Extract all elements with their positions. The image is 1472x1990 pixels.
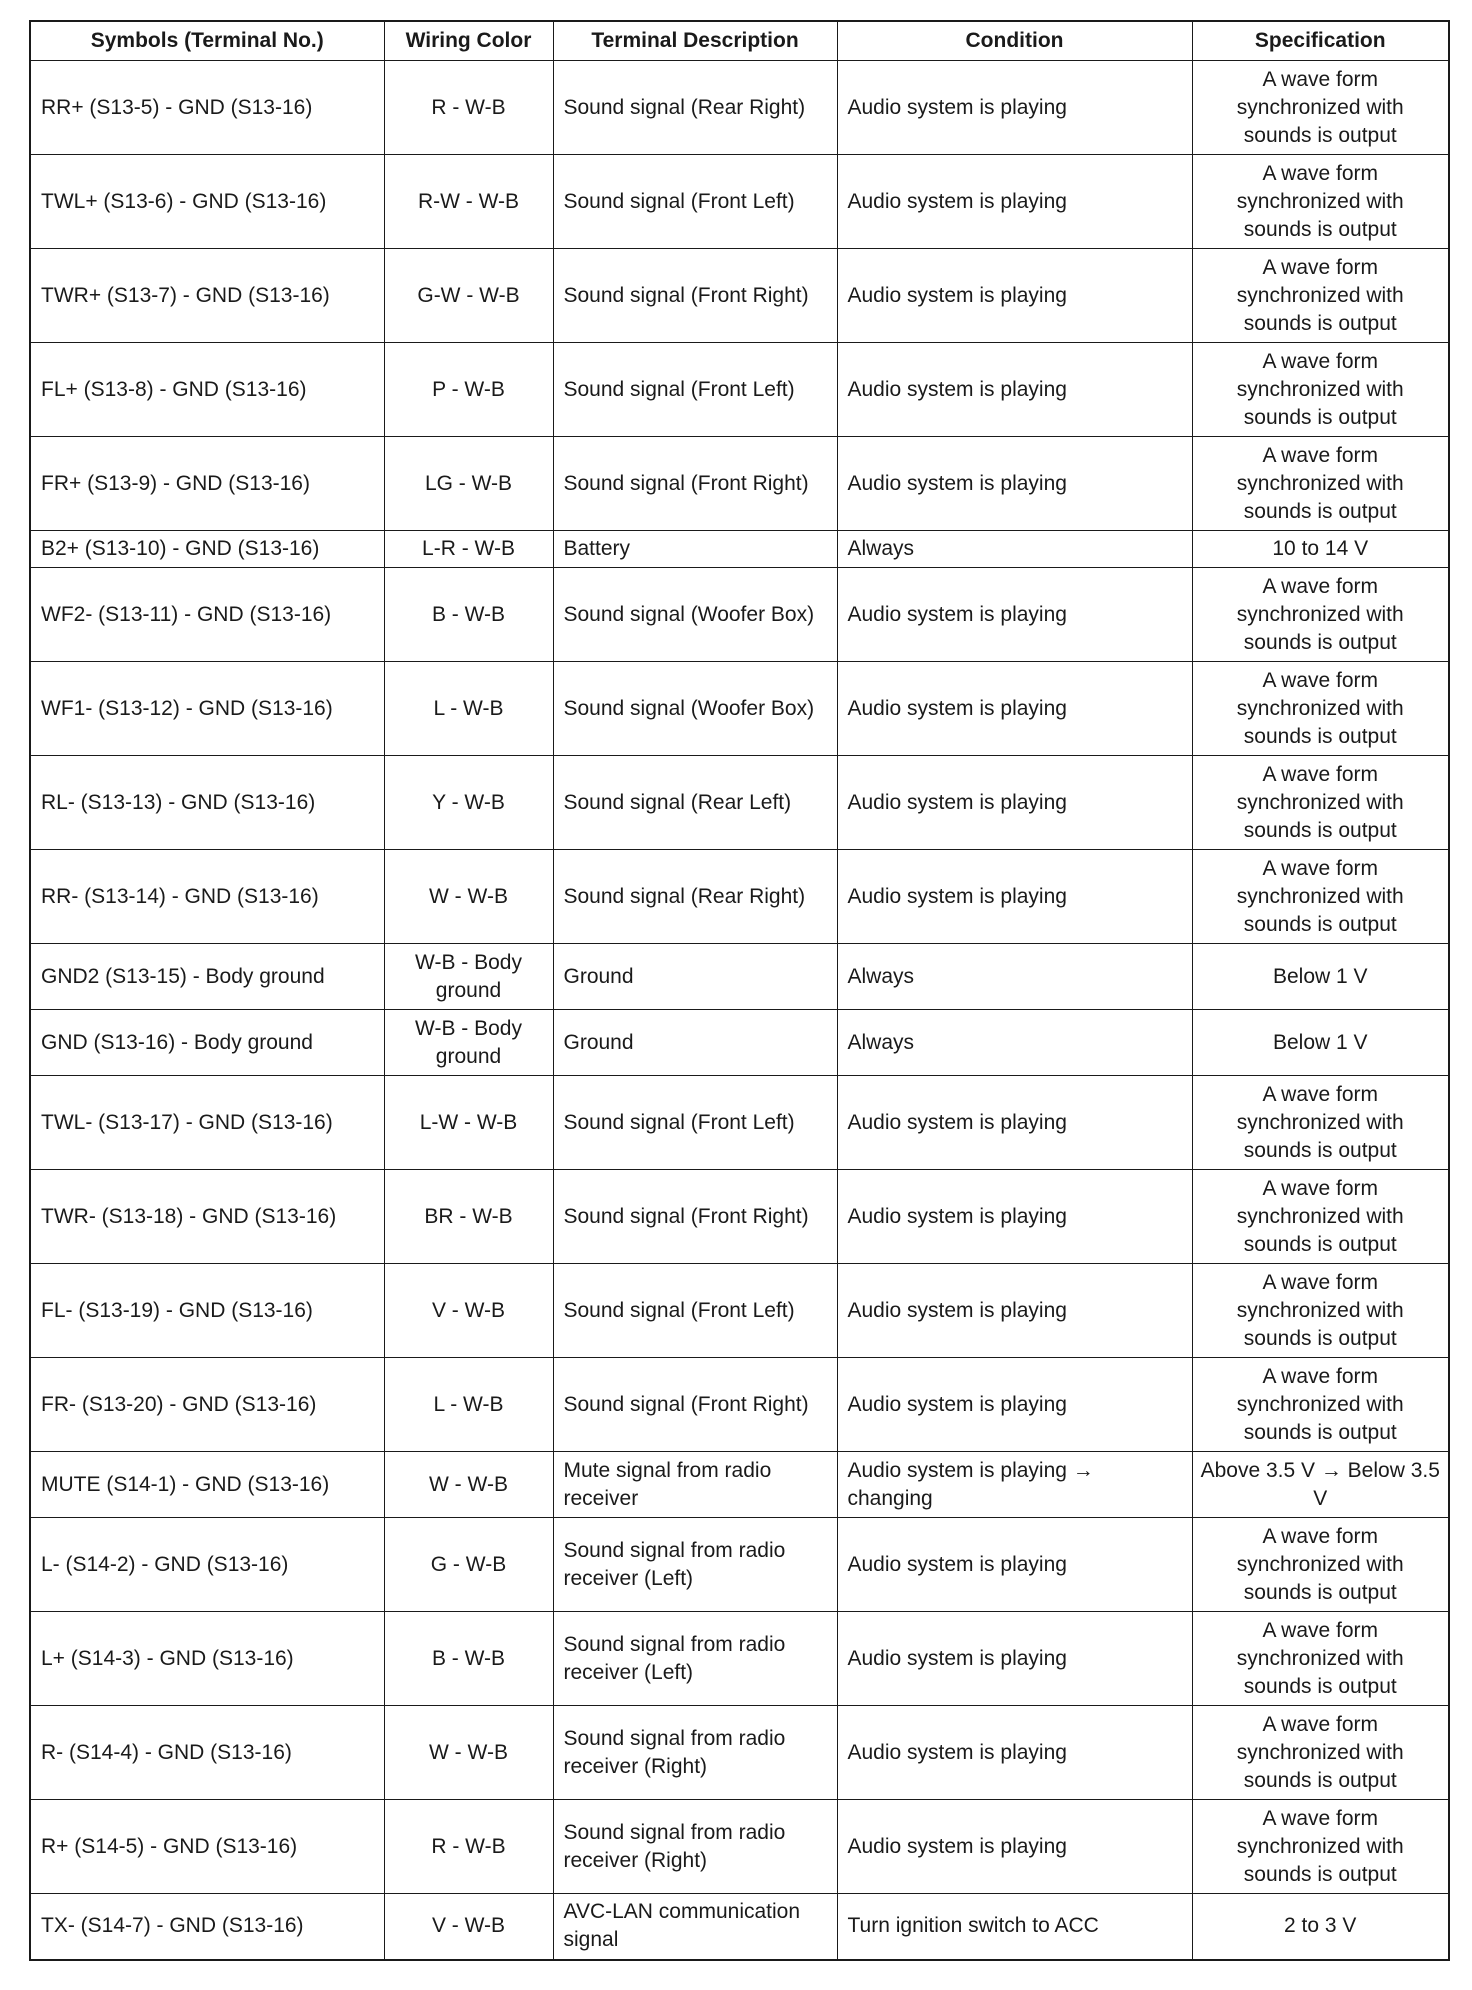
- table-row: [30, 343, 1449, 437]
- symbol-cell: FL+ (S13-8) - GND (S13-16): [30, 343, 384, 437]
- wiring-color-cell: L - W-B: [384, 1358, 553, 1452]
- specification-cell: 2 to 3 V: [1192, 1894, 1449, 1960]
- symbol-cell: L- (S14-2) - GND (S13-16): [30, 1518, 384, 1612]
- table-row: [30, 1706, 1449, 1800]
- description-cell: Ground: [553, 944, 837, 1010]
- symbol-cell: TWR- (S13-18) - GND (S13-16): [30, 1170, 384, 1264]
- wiring-color-cell: G-W - W-B: [384, 249, 553, 343]
- wiring-color-cell: B - W-B: [384, 568, 553, 662]
- description-cell: Sound signal from radio receiver (Right): [553, 1706, 837, 1800]
- description-cell: Sound signal (Front Left): [553, 1264, 837, 1358]
- wiring-color-cell: L-W - W-B: [384, 1076, 553, 1170]
- condition-cell: Audio system is playing → changing: [837, 1452, 1192, 1518]
- table-row: [30, 1076, 1449, 1170]
- symbol-cell: WF1- (S13-12) - GND (S13-16): [30, 662, 384, 756]
- table-row: [30, 531, 1449, 568]
- symbol-cell: FL- (S13-19) - GND (S13-16): [30, 1264, 384, 1358]
- table-row: [30, 1264, 1449, 1358]
- symbol-cell: TX- (S14-7) - GND (S13-16): [30, 1894, 384, 1960]
- table-row: [30, 1894, 1449, 1960]
- specification-cell: A wave form synchronized with sounds is output: [1192, 756, 1449, 850]
- condition-cell: Audio system is playing: [837, 249, 1192, 343]
- table-row: [30, 1010, 1449, 1076]
- wiring-color-cell: V - W-B: [384, 1264, 553, 1358]
- table-row: [30, 437, 1449, 531]
- description-cell: Sound signal (Front Right): [553, 1170, 837, 1264]
- condition-cell: Audio system is playing: [837, 756, 1192, 850]
- description-cell: Sound signal (Front Right): [553, 1358, 837, 1452]
- header-wiring-color: Wiring Color: [384, 21, 553, 61]
- symbol-cell: WF2- (S13-11) - GND (S13-16): [30, 568, 384, 662]
- description-cell: Sound signal (Rear Right): [553, 850, 837, 944]
- table-row: [30, 1518, 1449, 1612]
- condition-cell: Audio system is playing: [837, 343, 1192, 437]
- condition-cell: Audio system is playing: [837, 850, 1192, 944]
- specification-cell: A wave form synchronized with sounds is output: [1192, 155, 1449, 249]
- specification-cell: Below 1 V: [1192, 1010, 1449, 1076]
- specification-cell: A wave form synchronized with sounds is output: [1192, 61, 1449, 155]
- symbol-cell: GND (S13-16) - Body ground: [30, 1010, 384, 1076]
- condition-cell: Always: [837, 944, 1192, 1010]
- symbol-cell: TWL+ (S13-6) - GND (S13-16): [30, 155, 384, 249]
- specification-cell: A wave form synchronized with sounds is output: [1192, 1264, 1449, 1358]
- wiring-color-cell: BR - W-B: [384, 1170, 553, 1264]
- symbol-cell: TWR+ (S13-7) - GND (S13-16): [30, 249, 384, 343]
- specification-cell: A wave form synchronized with sounds is output: [1192, 1076, 1449, 1170]
- symbol-cell: L+ (S14-3) - GND (S13-16): [30, 1612, 384, 1706]
- wiring-color-cell: R - W-B: [384, 1800, 553, 1894]
- specification-cell: A wave form synchronized with sounds is output: [1192, 1612, 1449, 1706]
- condition-cell: Audio system is playing: [837, 568, 1192, 662]
- specification-cell: A wave form synchronized with sounds is output: [1192, 249, 1449, 343]
- condition-cell: Turn ignition switch to ACC: [837, 1894, 1192, 1960]
- symbol-cell: RL- (S13-13) - GND (S13-16): [30, 756, 384, 850]
- condition-cell: Always: [837, 1010, 1192, 1076]
- symbol-cell: TWL- (S13-17) - GND (S13-16): [30, 1076, 384, 1170]
- specification-cell: A wave form synchronized with sounds is output: [1192, 1170, 1449, 1264]
- description-cell: Sound signal (Woofer Box): [553, 662, 837, 756]
- specification-cell: 10 to 14 V: [1192, 531, 1449, 568]
- description-cell: Sound signal (Front Left): [553, 343, 837, 437]
- table-row: [30, 850, 1449, 944]
- wiring-color-cell: W-B - Body ground: [384, 1010, 553, 1076]
- wiring-color-cell: L-R - W-B: [384, 531, 553, 568]
- wiring-color-cell: P - W-B: [384, 343, 553, 437]
- table-row: [30, 1612, 1449, 1706]
- table-row: [30, 662, 1449, 756]
- table-row: [30, 61, 1449, 155]
- header-condition: Condition: [837, 21, 1192, 61]
- wiring-color-cell: R - W-B: [384, 61, 553, 155]
- specification-cell: A wave form synchronized with sounds is output: [1192, 437, 1449, 531]
- symbol-cell: R+ (S14-5) - GND (S13-16): [30, 1800, 384, 1894]
- description-cell: Sound signal from radio receiver (Right): [553, 1800, 837, 1894]
- header-specification: Specification: [1192, 21, 1449, 61]
- wiring-color-cell: R-W - W-B: [384, 155, 553, 249]
- table-body: [30, 61, 1449, 1960]
- description-cell: Sound signal (Rear Right): [553, 61, 837, 155]
- table-row: [30, 944, 1449, 1010]
- specification-cell: A wave form synchronized with sounds is output: [1192, 1358, 1449, 1452]
- symbol-cell: B2+ (S13-10) - GND (S13-16): [30, 531, 384, 568]
- symbol-cell: FR+ (S13-9) - GND (S13-16): [30, 437, 384, 531]
- specification-cell: A wave form synchronized with sounds is output: [1192, 343, 1449, 437]
- condition-cell: Audio system is playing: [837, 1612, 1192, 1706]
- wiring-color-cell: W - W-B: [384, 850, 553, 944]
- specification-cell: A wave form synchronized with sounds is output: [1192, 1706, 1449, 1800]
- wiring-color-cell: LG - W-B: [384, 437, 553, 531]
- symbol-cell: RR+ (S13-5) - GND (S13-16): [30, 61, 384, 155]
- symbol-cell: R- (S14-4) - GND (S13-16): [30, 1706, 384, 1800]
- wiring-color-cell: G - W-B: [384, 1518, 553, 1612]
- wiring-color-cell: Y - W-B: [384, 756, 553, 850]
- condition-cell: Audio system is playing: [837, 1076, 1192, 1170]
- wiring-color-cell: W - W-B: [384, 1452, 553, 1518]
- description-cell: Sound signal from radio receiver (Left): [553, 1612, 837, 1706]
- condition-cell: Audio system is playing: [837, 61, 1192, 155]
- specification-cell: A wave form synchronized with sounds is output: [1192, 1518, 1449, 1612]
- wiring-color-cell: L - W-B: [384, 662, 553, 756]
- condition-cell: Audio system is playing: [837, 1800, 1192, 1894]
- symbol-cell: MUTE (S14-1) - GND (S13-16): [30, 1452, 384, 1518]
- wiring-color-cell: W - W-B: [384, 1706, 553, 1800]
- description-cell: Sound signal from radio receiver (Left): [553, 1518, 837, 1612]
- condition-cell: Audio system is playing: [837, 1518, 1192, 1612]
- condition-cell: Audio system is playing: [837, 155, 1192, 249]
- table-header-row: [30, 21, 1449, 61]
- header-symbols: Symbols (Terminal No.): [30, 21, 384, 61]
- table-row: [30, 1170, 1449, 1264]
- specification-cell: A wave form synchronized with sounds is output: [1192, 662, 1449, 756]
- header-terminal-description: Terminal Description: [553, 21, 837, 61]
- symbol-cell: RR- (S13-14) - GND (S13-16): [30, 850, 384, 944]
- specification-cell: A wave form synchronized with sounds is output: [1192, 850, 1449, 944]
- description-cell: Ground: [553, 1010, 837, 1076]
- specification-cell: A wave form synchronized with sounds is output: [1192, 1800, 1449, 1894]
- description-cell: Sound signal (Front Left): [553, 1076, 837, 1170]
- condition-cell: Audio system is playing: [837, 1706, 1192, 1800]
- description-cell: Sound signal (Front Right): [553, 249, 837, 343]
- table-row: [30, 756, 1449, 850]
- table-row: [30, 1452, 1449, 1518]
- condition-cell: Audio system is playing: [837, 1358, 1192, 1452]
- specification-cell: Below 1 V: [1192, 944, 1449, 1010]
- table-row: [30, 1358, 1449, 1452]
- description-cell: AVC-LAN communication signal: [553, 1894, 837, 1960]
- description-cell: Mute signal from radio receiver: [553, 1452, 837, 1518]
- condition-cell: Always: [837, 531, 1192, 568]
- table-row: [30, 249, 1449, 343]
- specification-cell: A wave form synchronized with sounds is output: [1192, 568, 1449, 662]
- wiring-color-cell: W-B - Body ground: [384, 944, 553, 1010]
- table-row: [30, 155, 1449, 249]
- condition-cell: Audio system is playing: [837, 1264, 1192, 1358]
- condition-cell: Audio system is playing: [837, 1170, 1192, 1264]
- symbol-cell: FR- (S13-20) - GND (S13-16): [30, 1358, 384, 1452]
- table-row: [30, 1800, 1449, 1894]
- terminal-specification-table: [29, 20, 1450, 1961]
- description-cell: Sound signal (Front Right): [553, 437, 837, 531]
- description-cell: Battery: [553, 531, 837, 568]
- table-row: [30, 568, 1449, 662]
- description-cell: Sound signal (Front Left): [553, 155, 837, 249]
- description-cell: Sound signal (Woofer Box): [553, 568, 837, 662]
- description-cell: Sound signal (Rear Left): [553, 756, 837, 850]
- symbol-cell: GND2 (S13-15) - Body ground: [30, 944, 384, 1010]
- wiring-color-cell: V - W-B: [384, 1894, 553, 1960]
- condition-cell: Audio system is playing: [837, 662, 1192, 756]
- specification-cell: Above 3.5 V → Below 3.5 V: [1192, 1452, 1449, 1518]
- condition-cell: Audio system is playing: [837, 437, 1192, 531]
- wiring-color-cell: B - W-B: [384, 1612, 553, 1706]
